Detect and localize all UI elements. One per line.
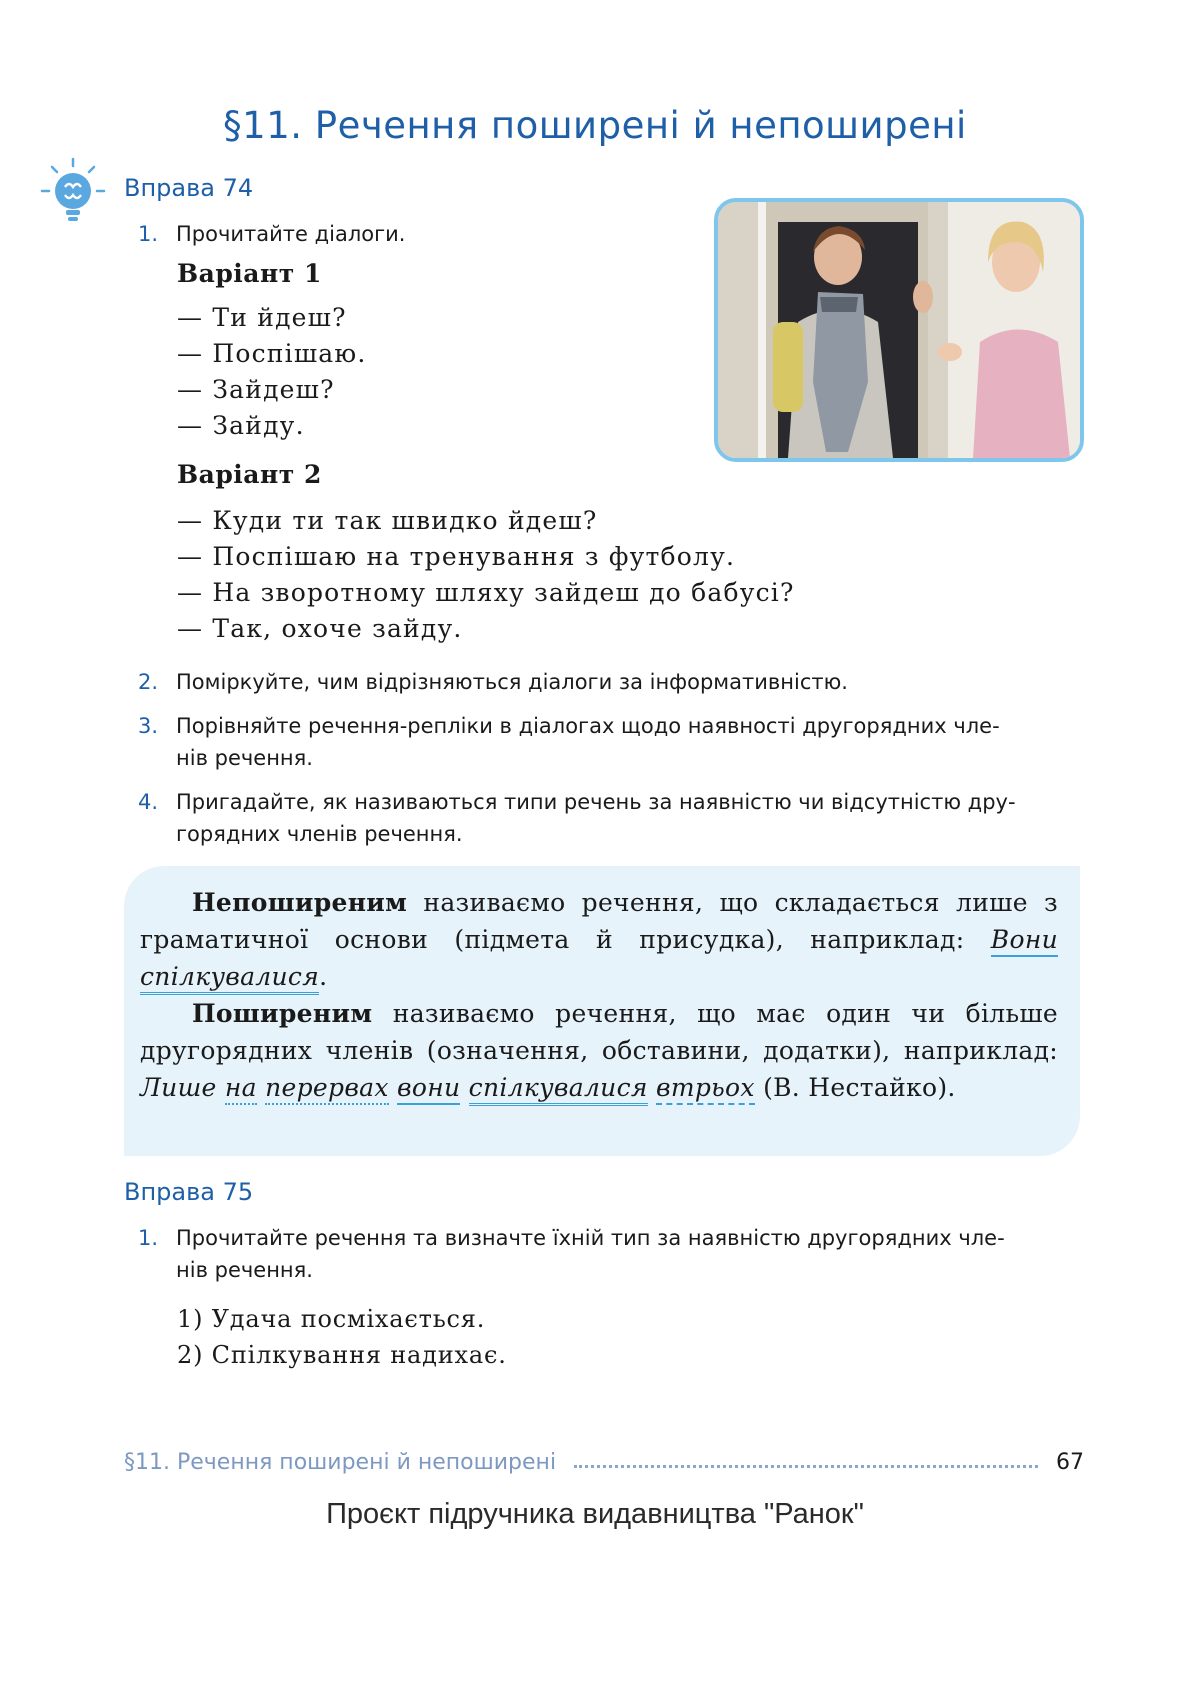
dialog-line: — Ти йдеш? — [177, 303, 347, 332]
term-unextended: Непоширеним — [192, 888, 408, 917]
example-subject: Вони — [991, 925, 1058, 957]
dialog-line: — Так, охоче зайду. — [177, 614, 463, 643]
sentence-item: 2) Спілкування надихає. — [177, 1341, 507, 1369]
term-extended: Поширеним — [192, 999, 373, 1028]
ex74-task-1: 1. Прочитайте діалоги. — [138, 218, 1088, 250]
footer-dots — [574, 1465, 1038, 1468]
rule-extended: Поширеним називаємо речення, що має один чи більше другорядних членів (означення, обставини, додатки), наприклад: Лише на перервах вони спілкувалися втрьох (В. Нестайко). — [140, 995, 1058, 1106]
dialog-line: — Зайду. — [177, 411, 305, 440]
task-number: 3. — [138, 714, 159, 738]
variant-1-label: Варіант 1 — [177, 259, 322, 288]
dialog-line: — Поспішаю. — [177, 339, 367, 368]
variant-2-dialog — [177, 503, 795, 647]
page-footer — [124, 1446, 1084, 1478]
ex74-task-2: 2. Поміркуйте, чим відрізняються діалоги за інформативністю. — [138, 666, 1088, 698]
sentence-item: 1) Удача посміхається. — [177, 1305, 486, 1333]
example-predicate: спілкувалися — [140, 962, 319, 995]
exercise-75-heading: Вправа 75 — [124, 1178, 254, 1206]
footer-title: §11. Речення поширені й непоширені — [124, 1449, 557, 1475]
variant-1-dialog — [177, 300, 367, 444]
dialog-line: — Поспішаю на тренування з футболу. — [177, 542, 736, 571]
task-number: 2. — [138, 670, 159, 694]
dialog-line: — Куди ти так швидко йдеш? — [177, 506, 598, 535]
rule-unextended: Непоширеним називаємо речення, що складається лише з граматичної основи (підмета й присудка), наприклад: Вони спілкувалися. — [140, 884, 1058, 995]
publisher-note: Проєкт підручника видавництва "Ранок" — [326, 1498, 864, 1530]
ex75-task-1: 1. Прочитайте речення та визначте їхній тип за наявністю другорядних чле- нів речення. — [138, 1222, 1088, 1286]
ex75-sentences — [177, 1301, 507, 1373]
illustration-two-women-at-door — [714, 198, 1084, 462]
dialog-line: — На зворотному шляху зайдеш до бабусі? — [177, 578, 795, 607]
rule-text — [140, 884, 1058, 1106]
ex74-task-3: 3. Порівняйте речення-репліки в діалогах щодо наявності другорядних чле- нів речення. — [138, 710, 1088, 774]
variant-2-label: Варіант 2 — [177, 460, 322, 489]
brain-lightbulb-icon — [38, 155, 108, 225]
exercise-74-heading: Вправа 74 — [124, 174, 254, 202]
ex74-task-4: 4. Пригадайте, як називаються типи речень за наявністю чи відсутністю дру- горядних членів речення. — [138, 786, 1088, 850]
task-number: 1. — [138, 222, 159, 246]
task-number: 4. — [138, 790, 159, 814]
dialog-line: — Зайдеш? — [177, 375, 335, 404]
page-number: 67 — [1056, 1449, 1084, 1475]
page-title: §11. Речення поширені й непоширені — [223, 104, 967, 147]
task-number: 1. — [138, 1226, 159, 1250]
